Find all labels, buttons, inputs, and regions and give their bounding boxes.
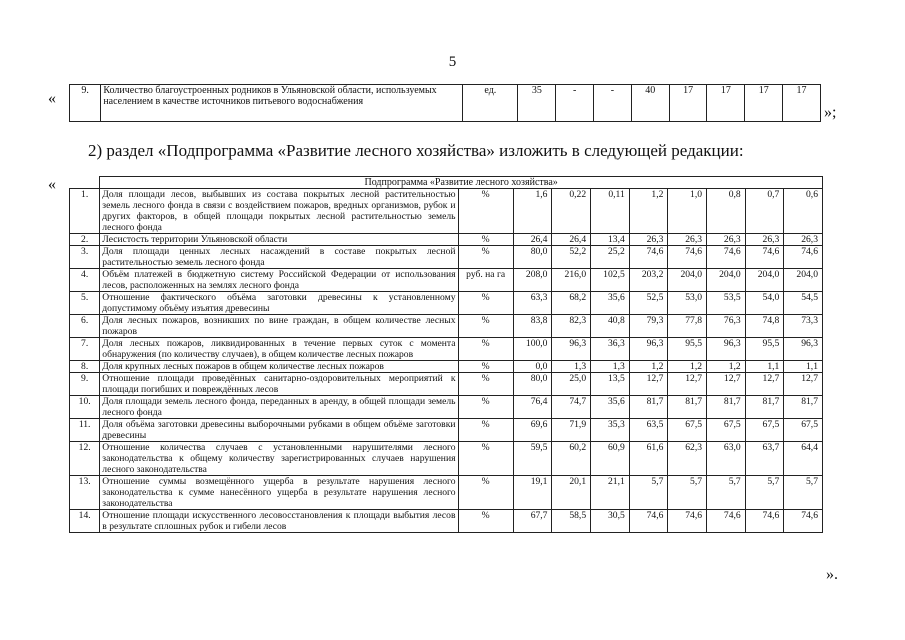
row-value: 19,1 bbox=[513, 476, 552, 510]
row-value: 96,3 bbox=[552, 338, 591, 361]
row-name: Доля площади земель лесного фонда, переданных в аренду, в общей площади земель лесного фонда bbox=[100, 396, 458, 419]
row-value: 216,0 bbox=[552, 269, 591, 292]
row-value: 0,0 bbox=[513, 361, 552, 373]
row-value: 69,6 bbox=[513, 419, 552, 442]
row-name: Доля объёма заготовки древесины выборочными рубками в общем объёме заготовки древесины bbox=[100, 419, 458, 442]
row-value: 26,3 bbox=[629, 234, 668, 246]
row-value: 81,7 bbox=[707, 396, 746, 419]
row-value: 35,3 bbox=[591, 419, 630, 442]
table-row bbox=[70, 510, 823, 533]
row-number: 11. bbox=[70, 419, 100, 442]
table-caption: Подпрограмма «Развитие лесного хозяйства» bbox=[100, 177, 823, 189]
row-value: 1,0 bbox=[668, 189, 707, 234]
row-value: 0,11 bbox=[591, 189, 630, 234]
row-value: 81,7 bbox=[745, 396, 784, 419]
row-value: 74,6 bbox=[668, 246, 707, 269]
row-value: 52,2 bbox=[552, 246, 591, 269]
row-value: 26,3 bbox=[784, 234, 823, 246]
row-number: 4. bbox=[70, 269, 100, 292]
row-value: 53,0 bbox=[668, 292, 707, 315]
row-name: Объём платежей в бюджетную систему Российской Федерации от использования лесов, расположенных на землях лесного фонда bbox=[100, 269, 458, 292]
row-value: 74,6 bbox=[784, 510, 823, 533]
row-value: 20,1 bbox=[552, 476, 591, 510]
row-value: 76,3 bbox=[707, 315, 746, 338]
table-row bbox=[70, 234, 823, 246]
row-value: 71,9 bbox=[552, 419, 591, 442]
top-table bbox=[69, 84, 821, 122]
row-value: 67,7 bbox=[513, 510, 552, 533]
row-number: 9. bbox=[70, 373, 100, 396]
table-row bbox=[70, 315, 823, 338]
forestry-table bbox=[69, 176, 823, 533]
table-row bbox=[70, 246, 823, 269]
row-value: 74,7 bbox=[552, 396, 591, 419]
row-name: Доля лесных пожаров, ликвидированных в течение первых суток с момента обнаружения (по количеству случаев), в общем количестве лесных пожаров bbox=[100, 338, 458, 361]
row-value: 74,6 bbox=[745, 510, 784, 533]
row-name: Доля крупных лесных пожаров в общем количестве лесных пожаров bbox=[100, 361, 458, 373]
row-unit: % bbox=[458, 292, 513, 315]
row-number: 5. bbox=[70, 292, 100, 315]
row-value: 5,7 bbox=[784, 476, 823, 510]
row-value: 60,9 bbox=[591, 442, 630, 476]
table-row bbox=[70, 269, 823, 292]
row-value: 74,6 bbox=[784, 246, 823, 269]
row-value: 40,8 bbox=[591, 315, 630, 338]
row-name: Количество благоустроенных родников в Ульяновской области, используемых населением в качестве источников питьевого водоснабжения bbox=[101, 85, 463, 122]
row-unit: ед. bbox=[463, 85, 518, 122]
row-value: 12,7 bbox=[668, 373, 707, 396]
open-quote-2: « bbox=[48, 176, 56, 193]
row-value: 83,8 bbox=[513, 315, 552, 338]
row-number: 14. bbox=[70, 510, 100, 533]
caption-row bbox=[70, 177, 823, 189]
table-row bbox=[70, 85, 821, 122]
row-value: 0,22 bbox=[552, 189, 591, 234]
row-value: 81,7 bbox=[629, 396, 668, 419]
row-value: 53,5 bbox=[707, 292, 746, 315]
row-value: 203,2 bbox=[629, 269, 668, 292]
row-value: 59,5 bbox=[513, 442, 552, 476]
row-name: Отношение количества случаев с установленными нарушителями лесного законодательства к общему количеству зарегистрированных случаев нарушения лесного законодательства bbox=[100, 442, 458, 476]
row-value: 1,3 bbox=[591, 361, 630, 373]
row-value: 67,5 bbox=[745, 419, 784, 442]
row-number: 12. bbox=[70, 442, 100, 476]
row-value: 40 bbox=[631, 85, 669, 122]
table-row bbox=[70, 361, 823, 373]
row-value: 13,5 bbox=[591, 373, 630, 396]
row-name: Доля площади ценных лесных насаждений в составе покрытых лесной растительностью земель лесного фонда bbox=[100, 246, 458, 269]
row-value: 96,3 bbox=[707, 338, 746, 361]
row-value: 1,2 bbox=[668, 361, 707, 373]
row-value: 79,3 bbox=[629, 315, 668, 338]
row-value: 80,0 bbox=[513, 246, 552, 269]
row-number: 1. bbox=[70, 189, 100, 234]
row-name: Отношение суммы возмещённого ущерба в результате нарушения лесного законодательства к сумме нанесённого ущерба в результате нарушения лесного законодательства bbox=[100, 476, 458, 510]
row-value: 80,0 bbox=[513, 373, 552, 396]
table-row bbox=[70, 419, 823, 442]
row-value: 81,7 bbox=[784, 396, 823, 419]
row-value: 77,8 bbox=[668, 315, 707, 338]
table-row bbox=[70, 338, 823, 361]
row-unit: % bbox=[458, 419, 513, 442]
row-unit: % bbox=[458, 246, 513, 269]
row-value: 12,7 bbox=[784, 373, 823, 396]
row-number: 2. bbox=[70, 234, 100, 246]
row-value: 60,2 bbox=[552, 442, 591, 476]
row-value: 0,8 bbox=[707, 189, 746, 234]
row-value: 1,2 bbox=[629, 189, 668, 234]
row-value: 0,6 bbox=[784, 189, 823, 234]
row-value: 95,5 bbox=[668, 338, 707, 361]
row-number: 10. bbox=[70, 396, 100, 419]
row-name: Отношение площади проведённых санитарно-оздоровительных мероприятий к площади погибших и повреждённых лесов bbox=[100, 373, 458, 396]
table-row bbox=[70, 396, 823, 419]
row-value: 17 bbox=[707, 85, 745, 122]
row-value: 1,1 bbox=[784, 361, 823, 373]
row-value: 26,3 bbox=[745, 234, 784, 246]
row-value: 67,5 bbox=[784, 419, 823, 442]
row-value: 5,7 bbox=[745, 476, 784, 510]
row-value: 52,5 bbox=[629, 292, 668, 315]
row-unit: % bbox=[458, 361, 513, 373]
row-unit: % bbox=[458, 476, 513, 510]
row-name: Доля площади лесов, выбывших из состава покрытых лесной растительностью земель лесного фонда в связи с воздействием пожаров, вредных организмов, рубок и других факторов, в общей площади покрытых лесной растительностью земель лесного фонда bbox=[100, 189, 458, 234]
row-value: 35 bbox=[518, 85, 556, 122]
row-value: 76,4 bbox=[513, 396, 552, 419]
row-number: 3. bbox=[70, 246, 100, 269]
row-value: 74,6 bbox=[745, 246, 784, 269]
row-value: 96,3 bbox=[784, 338, 823, 361]
row-value: 62,3 bbox=[668, 442, 707, 476]
row-value: 26,3 bbox=[668, 234, 707, 246]
row-value: 21,1 bbox=[591, 476, 630, 510]
row-unit: % bbox=[458, 234, 513, 246]
row-value: 204,0 bbox=[745, 269, 784, 292]
row-value: 26,3 bbox=[707, 234, 746, 246]
row-value: 26,4 bbox=[552, 234, 591, 246]
row-value: 36,3 bbox=[591, 338, 630, 361]
table-row bbox=[70, 442, 823, 476]
row-value: 30,5 bbox=[591, 510, 630, 533]
row-value: 74,8 bbox=[745, 315, 784, 338]
row-value: 1,1 bbox=[745, 361, 784, 373]
row-value: 1,2 bbox=[707, 361, 746, 373]
row-value: 61,6 bbox=[629, 442, 668, 476]
row-number: 6. bbox=[70, 315, 100, 338]
row-value: 25,0 bbox=[552, 373, 591, 396]
row-name: Отношение площади искусственного лесовосстановления к площади выбытия лесов в результате сплошных рубок и гибели лесов bbox=[100, 510, 458, 533]
row-unit: % bbox=[458, 338, 513, 361]
page-number: 5 bbox=[448, 54, 457, 70]
row-name: Лесистость территории Ульяновской области bbox=[100, 234, 458, 246]
row-value: 35,6 bbox=[591, 396, 630, 419]
open-quote-1: « bbox=[48, 90, 56, 107]
row-unit: % bbox=[458, 189, 513, 234]
row-value: 54,0 bbox=[745, 292, 784, 315]
row-number: 9. bbox=[70, 85, 101, 122]
row-value: 12,7 bbox=[707, 373, 746, 396]
row-value: 208,0 bbox=[513, 269, 552, 292]
row-value: - bbox=[556, 85, 594, 122]
row-value: 63,3 bbox=[513, 292, 552, 315]
row-value: 5,7 bbox=[707, 476, 746, 510]
row-value: 0,7 bbox=[745, 189, 784, 234]
row-value: 100,0 bbox=[513, 338, 552, 361]
row-value: - bbox=[594, 85, 632, 122]
row-value: 204,0 bbox=[668, 269, 707, 292]
row-value: 63,7 bbox=[745, 442, 784, 476]
row-name: Отношение фактического объёма заготовки древесины к установленному допустимому объёму изъятия древесины bbox=[100, 292, 458, 315]
row-number: 13. bbox=[70, 476, 100, 510]
row-value: 35,6 bbox=[591, 292, 630, 315]
row-value: 82,3 bbox=[552, 315, 591, 338]
row-value: 96,3 bbox=[629, 338, 668, 361]
row-value: 74,6 bbox=[629, 246, 668, 269]
row-unit: % bbox=[458, 315, 513, 338]
row-number: 8. bbox=[70, 361, 100, 373]
row-value: 64,4 bbox=[784, 442, 823, 476]
closing-quote-2: ». bbox=[826, 566, 838, 583]
row-unit: % bbox=[458, 396, 513, 419]
row-value: 12,7 bbox=[629, 373, 668, 396]
table-row bbox=[70, 189, 823, 234]
row-value: 17 bbox=[783, 85, 821, 122]
row-value: 74,6 bbox=[629, 510, 668, 533]
row-value: 73,3 bbox=[784, 315, 823, 338]
table-row bbox=[70, 373, 823, 396]
row-value: 63,5 bbox=[629, 419, 668, 442]
row-value: 95,5 bbox=[745, 338, 784, 361]
row-value: 1,2 bbox=[629, 361, 668, 373]
row-name: Доля лесных пожаров, возникших по вине граждан, в общем количестве лесных пожаров bbox=[100, 315, 458, 338]
closing-quote-1: »; bbox=[824, 104, 837, 121]
row-value: 1,3 bbox=[552, 361, 591, 373]
row-value: 74,6 bbox=[707, 510, 746, 533]
table-row bbox=[70, 476, 823, 510]
row-value: 67,5 bbox=[668, 419, 707, 442]
row-value: 63,0 bbox=[707, 442, 746, 476]
row-value: 58,5 bbox=[552, 510, 591, 533]
row-value: 81,7 bbox=[668, 396, 707, 419]
row-value: 54,5 bbox=[784, 292, 823, 315]
row-value: 12,7 bbox=[745, 373, 784, 396]
row-value: 1,6 bbox=[513, 189, 552, 234]
section-heading: 2) раздел «Подпрограмма «Развитие лесного хозяйства» изложить в следующей редакции: bbox=[88, 141, 744, 160]
row-value: 68,2 bbox=[552, 292, 591, 315]
row-value: 5,7 bbox=[629, 476, 668, 510]
row-value: 67,5 bbox=[707, 419, 746, 442]
row-value: 13,4 bbox=[591, 234, 630, 246]
row-unit: % bbox=[458, 510, 513, 533]
row-value: 102,5 bbox=[591, 269, 630, 292]
row-value: 26,4 bbox=[513, 234, 552, 246]
row-value: 204,0 bbox=[707, 269, 746, 292]
row-value: 74,6 bbox=[707, 246, 746, 269]
row-value: 204,0 bbox=[784, 269, 823, 292]
table-row bbox=[70, 292, 823, 315]
row-unit: руб. на га bbox=[458, 269, 513, 292]
row-number: 7. bbox=[70, 338, 100, 361]
row-unit: % bbox=[458, 442, 513, 476]
row-value: 5,7 bbox=[668, 476, 707, 510]
row-value: 25,2 bbox=[591, 246, 630, 269]
row-value: 17 bbox=[745, 85, 783, 122]
row-value: 74,6 bbox=[668, 510, 707, 533]
row-unit: % bbox=[458, 373, 513, 396]
row-value: 17 bbox=[669, 85, 707, 122]
